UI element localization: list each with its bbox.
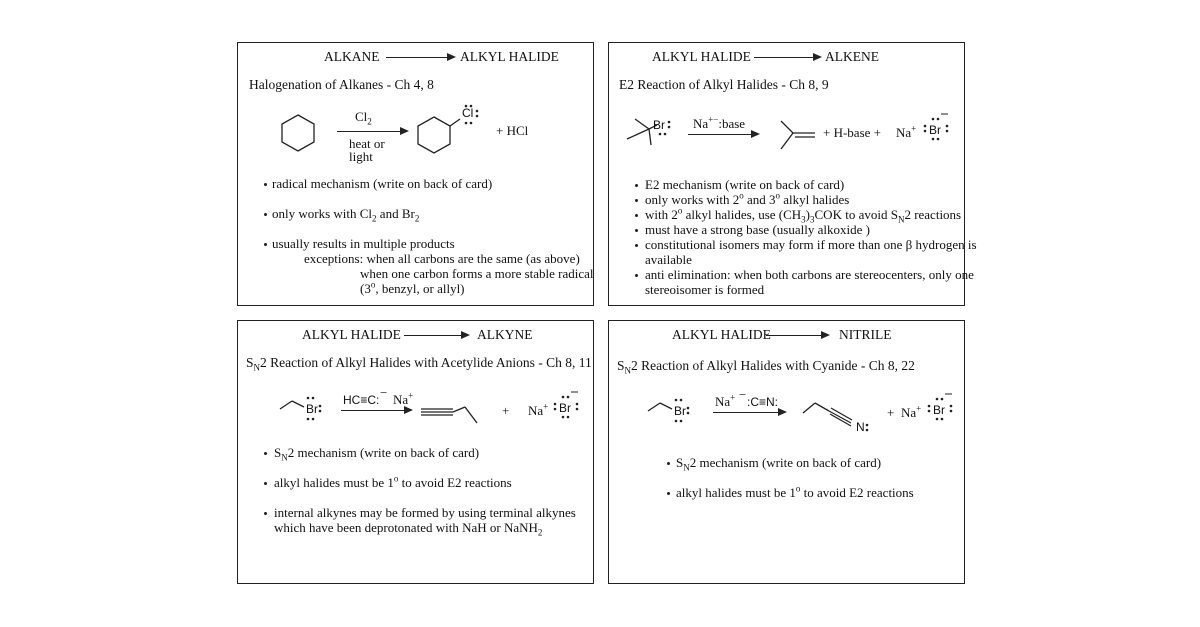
bullet-multiple-products: usually results in multiple products: [272, 236, 455, 251]
cyanide-charge: −: [739, 387, 747, 402]
card-alkyl-halide-to-alkyne: [237, 320, 594, 584]
bromine-atom: Br: [306, 402, 318, 416]
bullet-tbuok: with 2$^o$ alkyl halides, use $(CH_3)_3COK$ to avoid $S_N2$ reactions: [645, 205, 962, 225]
card-from-label: ALKANE: [324, 49, 380, 64]
exception-line-3: (3$^o$, benzyl, or allyl): [360, 279, 465, 296]
bromide-lone-pairs: [926, 397, 966, 427]
card-title: Halogenation of Alkanes - Ch 4, 8: [249, 77, 434, 92]
card-alkyl-halide-to-nitrile: [608, 320, 965, 584]
condition-heat: heat or: [349, 136, 385, 151]
bullet-internal-alkynes: internal alkynes may be formed by using terminal alkynes: [274, 505, 576, 520]
byproduct-sodium: Na+: [528, 401, 549, 418]
bullet-dot: [635, 229, 638, 232]
bullet-dot: [264, 512, 267, 515]
bromide-lone-pairs: [552, 395, 592, 425]
acetylide-charge: −: [380, 385, 388, 400]
bullet-secondary-tertiary: only works with 2$^o$ and 3$^o$ alkyl halides: [645, 190, 850, 207]
byproduct-h-base: + H-base +: [823, 125, 881, 140]
bullet-anti-elimination-line2: stereoisomer is formed: [645, 282, 765, 297]
bromine-atom: Br: [674, 404, 686, 418]
condition-light: light: [349, 149, 373, 164]
bullet-isomers: constitutional isomers may form if more than one β hydrogen is: [645, 237, 977, 252]
bullet-e2-mechanism: E2 mechanism (write on back of card): [645, 177, 845, 192]
bromide-atom: Br: [933, 403, 945, 417]
card-from-label: ALKYL HALIDE: [302, 327, 401, 342]
reagent-label: $Cl_2$: [355, 109, 372, 127]
card-to-label: NITRILE: [839, 327, 892, 342]
header-arrow: [386, 57, 454, 58]
chlorine-atom: Cl: [462, 106, 474, 120]
bullet-internal-alkynes-line2: which have been deprotonated with NaH or NaNH$_2$: [274, 520, 543, 538]
bullet-dot: [667, 492, 670, 495]
bullet-anti-elimination: anti elimination: when both carbons are stereocenters, only one: [645, 267, 974, 282]
bullet-sn2-mechanism: $S_N2$ mechanism (write on back of card): [676, 455, 882, 473]
exception-line-1: exceptions: when all carbons are the same (as above): [304, 251, 580, 266]
chlorocyclohexane-structure: [414, 107, 484, 153]
alkyne-product-structure: [419, 403, 489, 427]
bullet-sn2-mechanism: $S_N2$ mechanism (write on back of card): [274, 445, 480, 463]
reaction-arrow: [713, 412, 785, 413]
plus-sign: +: [502, 403, 510, 418]
card-title: $S_N2$ Reaction of Alkyl Halides with Cyanide - Ch 8, 22: [617, 358, 915, 376]
bullet-primary-only: alkyl halides must be 1$^o$ to avoid E2 reactions: [274, 473, 512, 490]
card-alkane-to-alkyl-halide: [237, 42, 594, 306]
cyclohexane-structure: [278, 113, 318, 153]
card-title: E2 Reaction of Alkyl Halides - Ch 8, 9: [619, 77, 829, 92]
bullet-strong-base: must have a strong base (usually alkoxide ): [645, 222, 870, 237]
bromide-lone-pairs: [922, 117, 962, 147]
plus-sign: +: [887, 405, 895, 420]
bullet-radical: radical mechanism (write on back of card): [272, 176, 493, 191]
header-arrow: [766, 335, 828, 336]
bullet-dot: [635, 214, 638, 217]
bullet-dot: [264, 243, 267, 246]
card-from-label: ALKYL HALIDE: [672, 327, 771, 342]
byproduct-hcl: + HCl: [496, 123, 529, 138]
card-alkyl-halide-to-alkene: [608, 42, 977, 306]
bromide-atom: Br: [559, 401, 571, 415]
card-from-label: ALKYL HALIDE: [652, 49, 751, 64]
byproduct-sodium: Na+: [896, 123, 917, 140]
header-arrow: [754, 57, 820, 58]
sodium-counterion: Na+: [715, 392, 736, 409]
sodium-counterion: Na+: [393, 390, 414, 407]
tert-butyl-bromide-structure: [625, 117, 675, 149]
bullet-dot: [264, 213, 267, 216]
card-title: $S_N2$ Reaction of Alkyl Halides with Acetylide Anions - Ch 8, 11: [246, 355, 592, 373]
bullet-isomers-line2: available: [645, 252, 692, 267]
card-to-label: ALKYNE: [477, 327, 533, 342]
header-arrow: [404, 335, 468, 336]
reaction-arrow: [688, 134, 758, 135]
reaction-arrow: [337, 131, 407, 132]
bullet-dot: [635, 184, 638, 187]
bromine-atom: Br: [653, 118, 665, 132]
nitrile-nitrogen: N: [856, 420, 865, 434]
reaction-arrow: [341, 410, 411, 411]
card-to-label: ALKYL HALIDE: [460, 49, 559, 64]
acetylide-reagent: HC≡C:: [343, 393, 380, 407]
reagent-label: Na+−:base: [693, 114, 746, 131]
bullet-dot: [635, 274, 638, 277]
cyanide-reagent: :C≡N:: [747, 395, 779, 409]
bullet-dot: [667, 462, 670, 465]
isobutylene-structure: [779, 119, 821, 153]
bullet-primary-only: alkyl halides must be 1$^o$ to avoid E2 reactions: [676, 483, 914, 500]
bullet-dot: [264, 452, 267, 455]
bullet-dot: [264, 183, 267, 186]
exception-line-2: when one carbon forms a more stable radical: [360, 266, 594, 281]
bullet-dot: [264, 482, 267, 485]
card-to-label: ALKENE: [825, 49, 879, 64]
bullet-dot: [635, 199, 638, 202]
byproduct-sodium: Na+: [901, 403, 922, 420]
bullet-works-with: only works with $Cl_2$ and $Br_2$: [272, 206, 420, 224]
bullet-dot: [635, 244, 638, 247]
bromide-atom: Br: [929, 123, 941, 137]
